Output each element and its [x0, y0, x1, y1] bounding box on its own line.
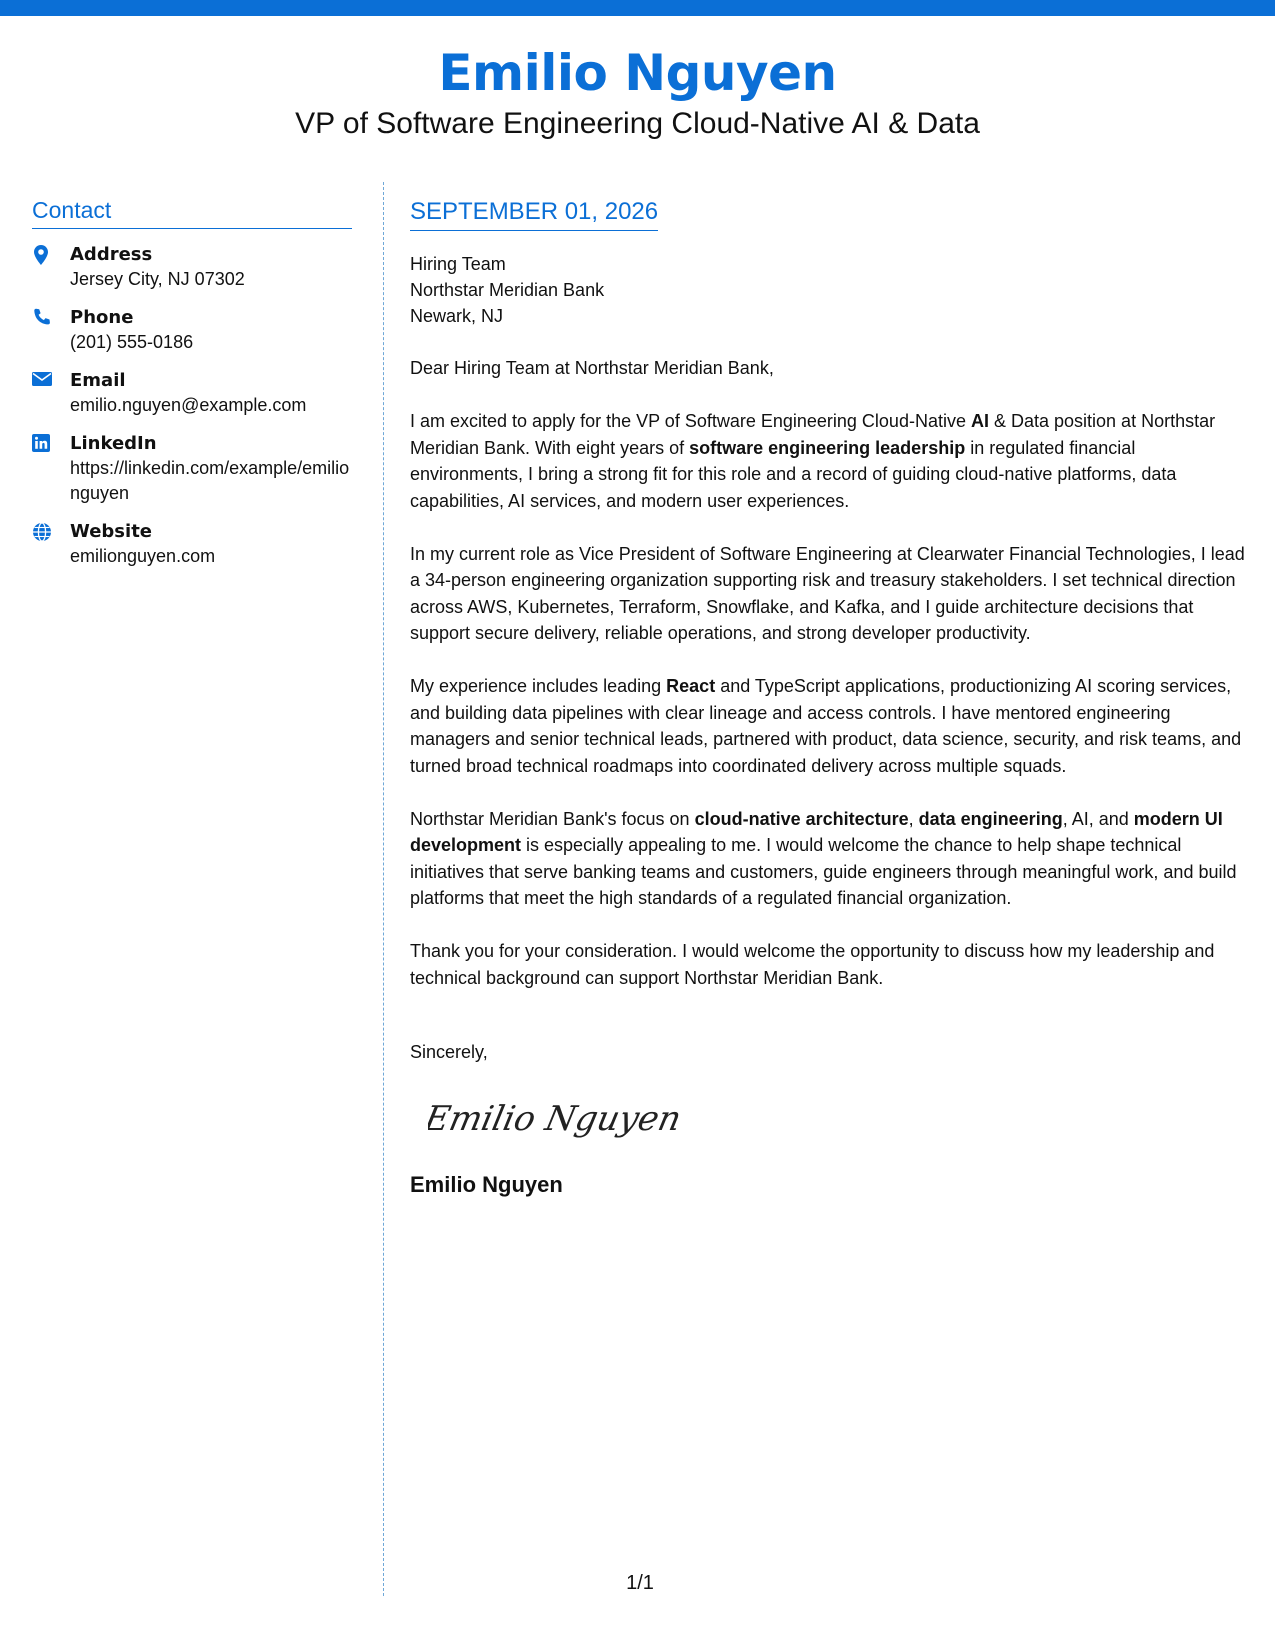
contact-address — [32, 243, 352, 292]
contact-website — [32, 520, 352, 569]
paragraph-current-role: In my current role as Vice President of Software Engineering at Clearwater Financial Technologies, I lead a 34-person engineering organization supporting risk and treasury stakeholders. I set technical direction across AWS, Kubernetes, Terraform, Snowflake, and Kafka, and I guide architecture decisions that support secure delivery, reliable operations, and strong developer productivity. — [410, 543, 1245, 643]
contact-linkedin — [32, 432, 352, 506]
contact-label: Website — [70, 521, 153, 542]
map-pin-icon — [32, 243, 70, 292]
letter-date: SEPTEMBER 01, 2026 — [410, 196, 658, 231]
contact-value: Jersey City, NJ 07302 — [70, 269, 245, 289]
contact-email — [32, 369, 352, 418]
paragraph-company-fit: Northstar Meridian Bank's focus on cloud-native architecture, data engineering, AI, and modern UI development is especially appealing to me. I would welcome the chance to help shape technical initiatives that serve banking teams and customers, guide engineers through meaningful work, and build platforms that meet the high standards of a regulated financial organization. — [410, 808, 1237, 908]
paragraph-intro: I am excited to apply for the VP of Software Engineering Cloud-Native AI & Data position at Northstar Meridian Bank. With eight years of software engineering leadership in regulated financial environments, I bring a strong fit for this role and a record of guiding cloud-native platforms, data capabilities, AI services, and modern user experiences. — [410, 411, 1216, 511]
contact-phone — [32, 306, 352, 355]
contact-link[interactable]: https://linkedin.com/example/emilionguyen — [70, 458, 350, 503]
contact-sidebar — [32, 196, 352, 569]
contact-label: Address — [70, 244, 153, 265]
paragraph-experience: My experience includes leading React and TypeScript applications, productionizing AI scoring services, and building data pipelines with clear lineage and access controls. I have mentored engineering managers and senior technical leads, partnered with product, data science, security, and risk teams, and turned broad technical roadmaps into coordinated delivery across multiple squads. — [410, 676, 1242, 776]
contact-label: Email — [70, 370, 126, 391]
applicant-name: Emilio Nguyen — [438, 44, 837, 102]
applicant-role: VP of Software Engineering Cloud-Native AI & Data — [295, 107, 980, 140]
closing: Sincerely, — [410, 1042, 488, 1062]
phone-icon — [32, 306, 70, 355]
email-icon — [32, 369, 70, 418]
contact-value: (201) 555-0186 — [70, 332, 194, 352]
contact-link[interactable]: emilionguyen.com — [70, 546, 216, 566]
globe-icon — [32, 520, 70, 569]
signer-name: Emilio Nguyen — [410, 1171, 563, 1197]
contact-value: emilio.nguyen@example.com — [70, 395, 307, 415]
paragraph-thanks: Thank you for your consideration. I would welcome the opportunity to discuss how my leadership and technical background can support Northstar Meridian Bank. — [410, 941, 1215, 988]
page-number: 1/1 — [626, 1572, 654, 1594]
header — [0, 40, 1275, 142]
contact-label: LinkedIn — [70, 433, 157, 454]
contact-label: Phone — [70, 307, 134, 328]
top-accent-bar — [0, 0, 1275, 16]
signature-text: Emilio Nguyen — [428, 1098, 685, 1139]
contact-heading: Contact — [32, 196, 352, 229]
recipient-block — [410, 251, 1250, 329]
linkedin-icon — [32, 432, 70, 506]
recipient-line: Newark, NJ — [410, 306, 504, 326]
salutation: Dear Hiring Team at Northstar Meridian Bank, — [410, 358, 774, 378]
letter-body — [410, 196, 1250, 1198]
column-divider — [383, 182, 384, 1596]
recipient-line: Northstar Meridian Bank — [410, 280, 605, 300]
signature-image — [428, 1086, 1250, 1154]
recipient-line: Hiring Team — [410, 254, 506, 274]
